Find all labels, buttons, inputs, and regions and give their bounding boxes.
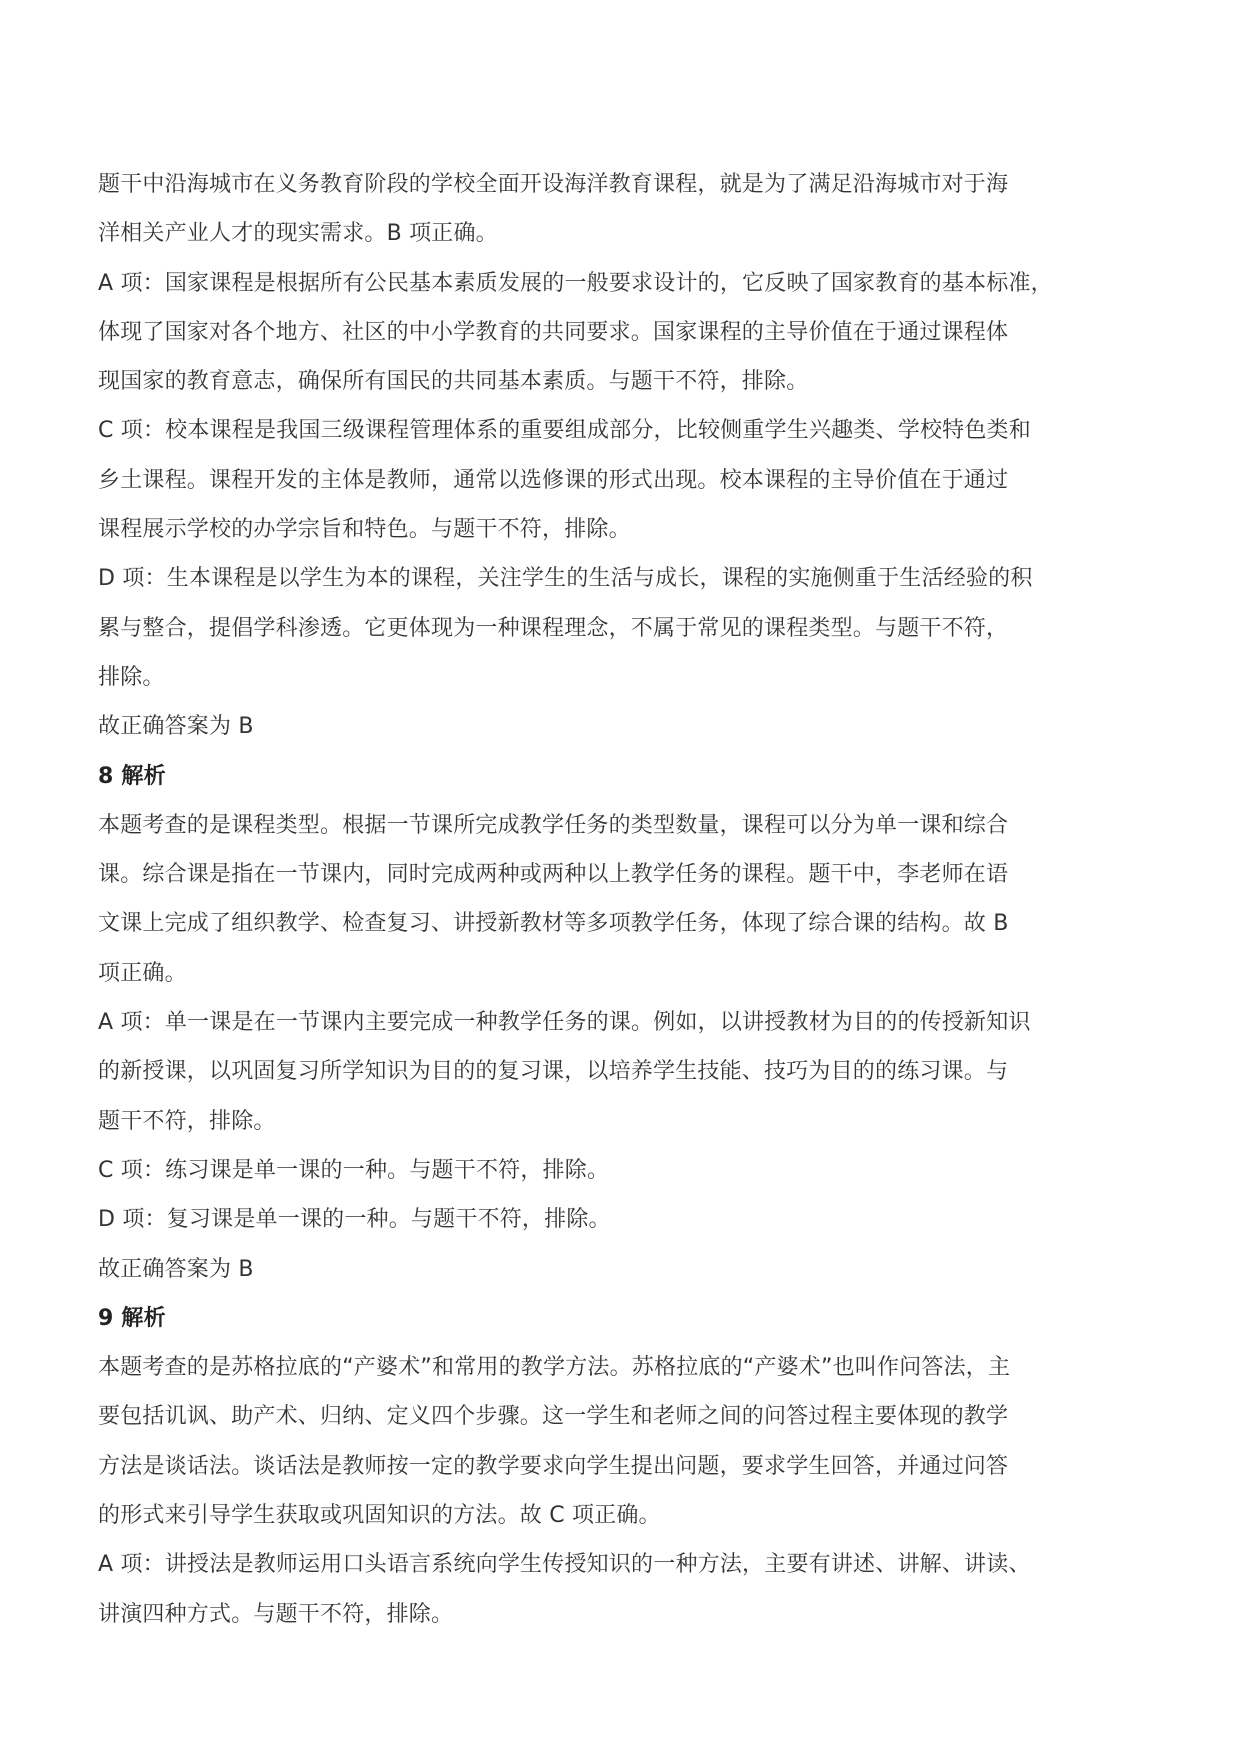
text-line: 现国家的教育意志，确保所有国民的共同基本素质。与题干不符，排除。 [98, 369, 809, 395]
text-line: 项正确。 [98, 960, 187, 986]
text-line: 故正确答案为 B [98, 1256, 254, 1282]
text-line: 故正确答案为 B [98, 714, 254, 740]
text-line: 方法是谈话法。谈话法是教师按一定的教学要求向学生提出问题，要求学生回答，并通过问答 [98, 1453, 1009, 1479]
text-line: D 项：生本课程是以学生为本的课程，关注学生的生活与成长，课程的实施侧重于生活经验的积 [98, 566, 1033, 592]
text-line: 体现了国家对各个地方、社区的中小学教育的共同要求。国家课程的主导价值在于通过课程体 [98, 319, 1009, 345]
text-line: 本题考查的是苏格拉底的“产婆术”和常用的教学方法。苏格拉底的“产婆术”也叫作问答法，主 [98, 1355, 1011, 1381]
text-line: 文课上完成了组织教学、检查复习、讲授新教材等多项教学任务，体现了综合课的结构。故 B [98, 911, 1009, 937]
text-line: 洋相关产业人才的现实需求。B 项正确。 [98, 221, 498, 247]
text-line: 本题考查的是课程类型。根据一节课所完成教学任务的类型数量，课程可以分为单一课和综合 [98, 812, 1009, 838]
text-line: 课。综合课是指在一节课内，同时完成两种或两种以上教学任务的课程。题干中，李老师在语 [98, 862, 1009, 888]
text-line: 乡土课程。课程开发的主体是教师，通常以选修课的形式出现。校本课程的主导价值在于通过 [98, 467, 1009, 493]
text-line: 课程展示学校的办学宗旨和特色。与题干不符，排除。 [98, 517, 631, 543]
text-line: C 项：练习课是单一课的一种。与题干不符，排除。 [98, 1157, 610, 1183]
text-line: C 项：校本课程是我国三级课程管理体系的重要组成部分，比较侧重学生兴趣类、学校特色类和 [98, 418, 1031, 444]
text-line: 题干中沿海城市在义务教育阶段的学校全面开设海洋教育课程，就是为了满足沿海城市对于海 [98, 172, 1009, 197]
text-line: 排除。 [98, 664, 165, 690]
text-line: A 项：讲授法是教师运用口头语言系统向学生传授知识的一种方法，主要有讲述、讲解、讲读、 [98, 1552, 1031, 1578]
text-line: D 项：复习课是单一课的一种。与题干不符，排除。 [98, 1207, 611, 1233]
text-line: 的新授课，以巩固复习所学知识为目的的复习课，以培养学生技能、技巧为目的的练习课。与 [98, 1059, 1009, 1085]
text-line: 累与整合，提倡学科渗透。它更体现为一种课程理念，不属于常见的课程类型。与题干不符， [98, 615, 1009, 641]
document-body [98, 160, 1144, 1639]
text-line: 的形式来引导学生获取或巩固知识的方法。故 C 项正确。 [98, 1503, 661, 1529]
text-line: 讲演四种方式。与题干不符，排除。 [98, 1601, 454, 1627]
text-line: A 项：单一课是在一节课内主要完成一种教学任务的课。例如，以讲授教材为目的的传授新知识 [98, 1010, 1031, 1036]
section-heading: 8 解析 [98, 763, 166, 789]
text-line: 要包括讥讽、助产术、归纳、定义四个步骤。这一学生和老师之间的问答过程主要体现的教学 [98, 1404, 1009, 1430]
section-heading: 9 解析 [98, 1305, 166, 1331]
text-line: A 项：国家课程是根据所有公民基本素质发展的一般要求设计的，它反映了国家教育的基本标准， [98, 270, 1053, 296]
text-line: 题干不符，排除。 [98, 1108, 276, 1134]
